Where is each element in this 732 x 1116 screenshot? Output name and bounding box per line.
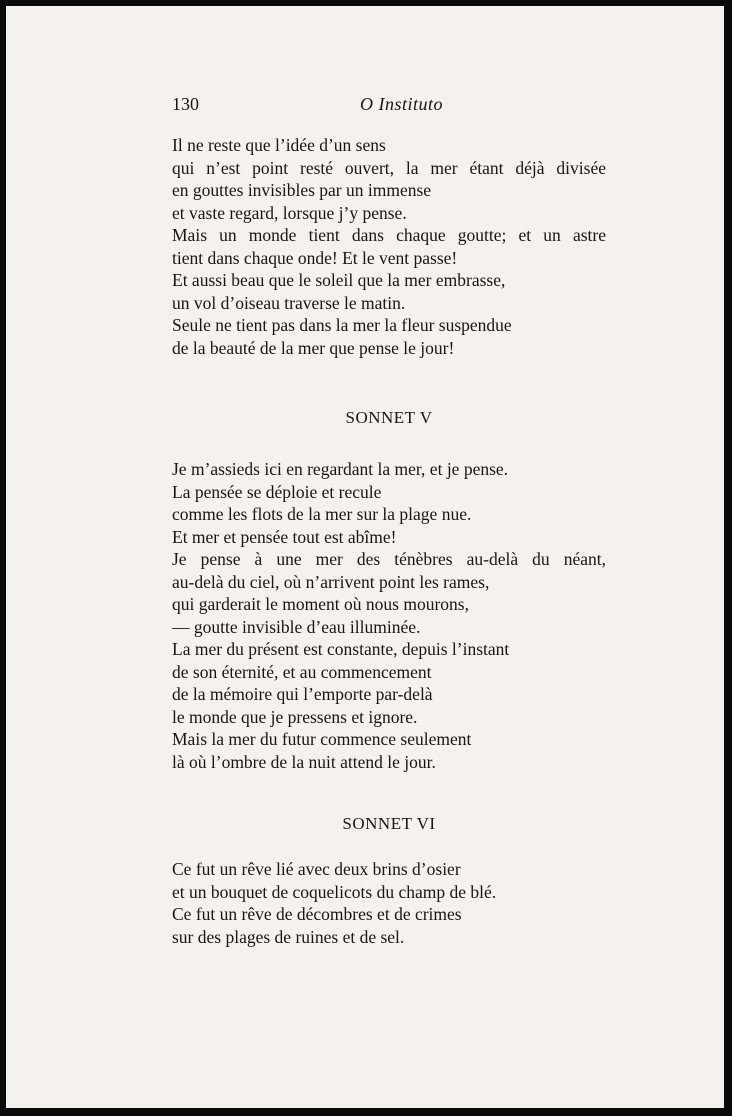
verse-line: Ce fut un rêve de décombres et de crimes — [172, 904, 462, 924]
sonnet-v-title: SONNET V — [345, 408, 433, 427]
verse-line: Il ne reste que l’idée d’un sens — [172, 135, 386, 155]
verse-line: qui garderait le moment où nous mourons, — [172, 594, 469, 614]
verse-line: le monde que je pressens et ignore. — [172, 706, 418, 727]
verse-line: en gouttes invisibles par un immense — [172, 180, 432, 200]
verse-line: Ce fut un rêve lié avec deux brins d’osier — [172, 859, 461, 879]
verse-line: un vol d’oiseau traverse le matin. — [172, 292, 406, 313]
verse-line: et un bouquet de coquelicots du champ de blé. — [172, 881, 497, 902]
verse-line: de son éternité, et au commencement — [172, 661, 432, 682]
verse-line: qui n’est point resté ouvert, la mer étant déjà divisée — [172, 157, 606, 178]
verse-line: Et mer et pensée tout est abîme! — [172, 526, 397, 547]
verse-line: de la mémoire qui l’emporte par-delà — [172, 684, 433, 704]
verse-line: sur des plages de ruines et de sel. — [172, 926, 405, 947]
verse-line: tient dans chaque onde! Et le vent passe! — [172, 247, 458, 268]
verse-line: La mer du présent est constante, depuis l’instant — [172, 639, 510, 659]
poem-continued — [172, 134, 606, 359]
verse-line: La pensée se déploie et recule — [172, 481, 382, 502]
running-header — [172, 94, 472, 118]
verse-line: là où l’ombre de la nuit attend le jour. — [172, 751, 436, 772]
verse-line: Seule ne tient pas dans la mer la fleur suspendue — [172, 315, 512, 335]
verse-line: Et aussi beau que le soleil que la mer embrasse, — [172, 270, 506, 290]
sonnet-vi-title: SONNET VI — [342, 814, 436, 833]
verse-line: comme les flots de la mer sur la plage nue. — [172, 504, 472, 524]
verse-line: et vaste regard, lorsque j’y pense. — [172, 202, 407, 223]
page-number: 130 — [172, 94, 199, 114]
verse-line: — goutte invisible d’eau illuminée. — [172, 616, 421, 637]
verse-line: Je m’assieds ici en regardant la mer, et je pense. — [172, 459, 509, 479]
verse-line: Mais un monde tient dans chaque goutte; et un astre — [172, 225, 606, 245]
verse-line: au-delà du ciel, où n’arrivent point les rames, — [172, 571, 490, 592]
sonnet-vi — [172, 858, 496, 948]
verse-line: de la beauté de la mer que pense le jour! — [172, 337, 455, 358]
verse-line: Mais la mer du futur commence seulement — [172, 729, 472, 749]
verse-line: Je pense à une mer des ténèbres au-delà du néant, — [172, 549, 606, 569]
journal-title: O Instituto — [360, 94, 444, 114]
book-page — [6, 6, 724, 1108]
sonnet-v — [172, 458, 606, 773]
